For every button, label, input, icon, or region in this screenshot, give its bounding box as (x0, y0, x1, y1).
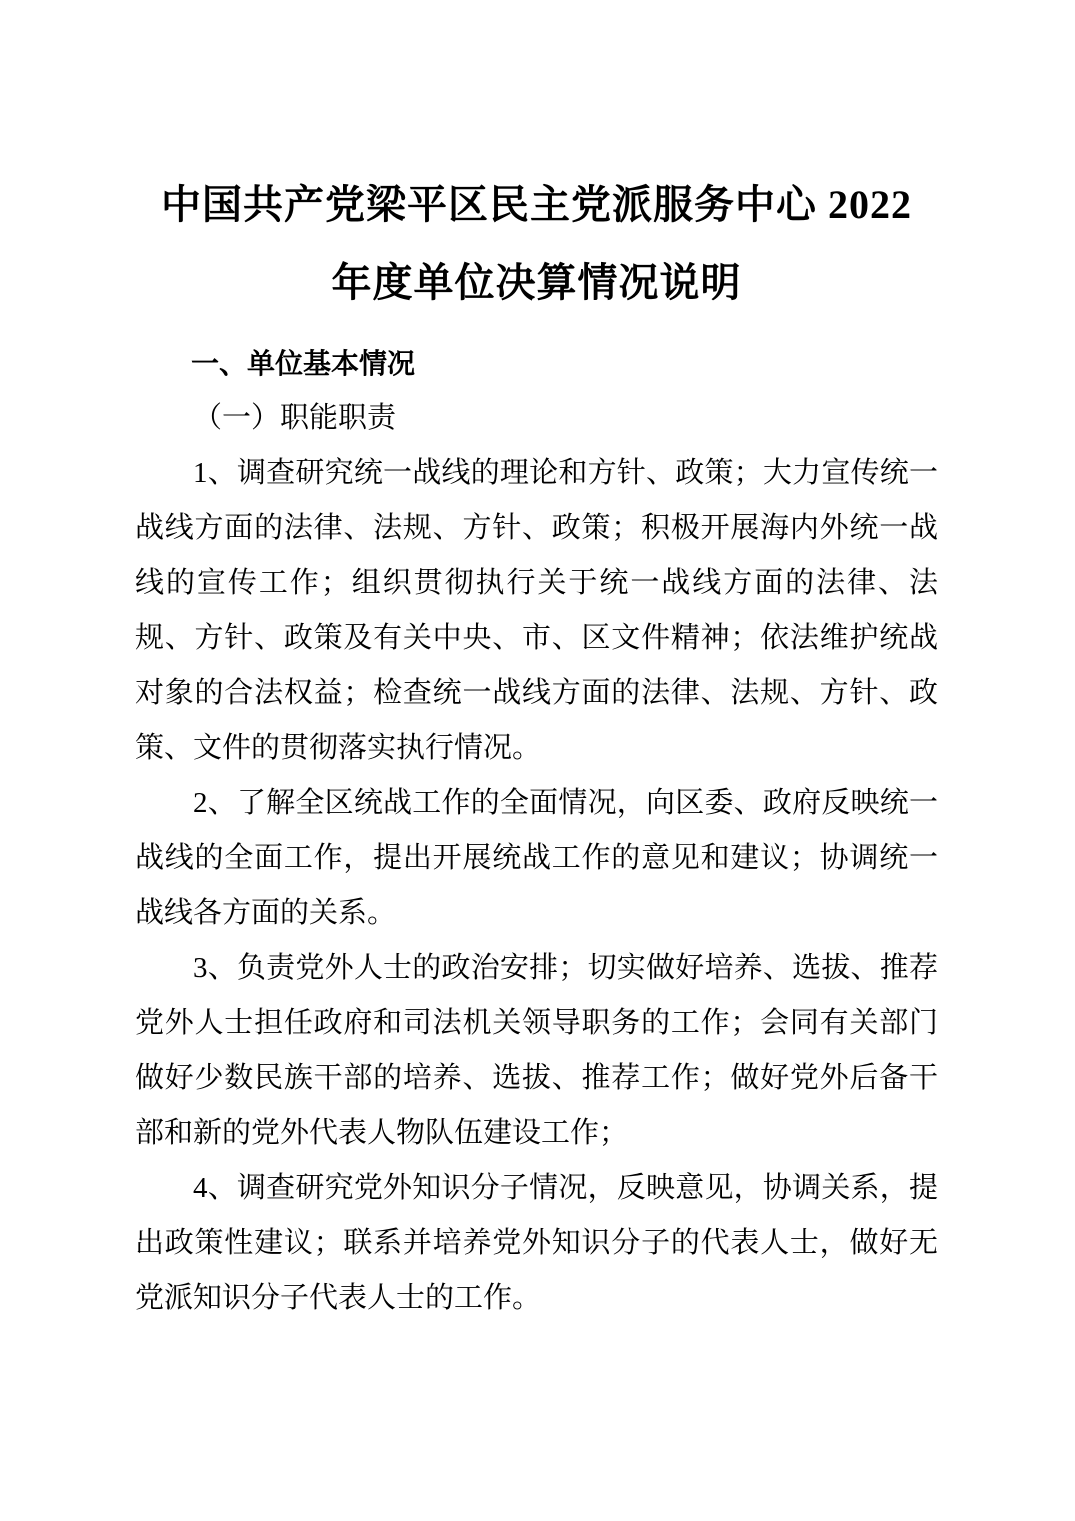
paragraph-duty-1: 1、调查研究统一战线的理论和方针、政策；大力宣传统一战线方面的法律、法规、方针、政策；积极开展海内外统一战线的宣传工作；组织贯彻执行关于统一战线方面的法律、法规、方针、政策及有关中央、市、区文件精神；依法维护统战对象的合法权益；检查统一战线方面的法律、法规、方针、政策、文件的贯彻落实执行情况。 (135, 457, 938, 764)
paragraph-duty-2: 2、了解全区统战工作的全面情况，向区委、政府反映统一战线的全面工作，提出开展统战工作的意见和建议；协调统一战线各方面的关系。 (135, 787, 938, 929)
document-title-line1: 中国共产党梁平区民主党派服务中心 2022 (161, 182, 912, 227)
document-title-line2: 年度单位决算情况说明 (331, 260, 742, 305)
subsection-heading-duties: （一）职能职责 (193, 402, 397, 434)
document-title (135, 166, 938, 322)
section-heading-unit-basic-info: 一、单位基本情况 (191, 348, 416, 379)
paragraph-duty-4: 4、调查研究党外知识分子情况，反映意见，协调关系，提出政策性建议；联系并培养党外知识分子的代表人士，做好无党派知识分子代表人士的工作。 (135, 1172, 938, 1314)
paragraph-duty-3: 3、负责党外人士的政治安排；切实做好培养、选拔、推荐党外人士担任政府和司法机关领导职务的工作；会同有关部门做好少数民族干部的培养、选拔、推荐工作；做好党外后备干部和新的党外代表人物队伍建设工作； (135, 952, 938, 1149)
